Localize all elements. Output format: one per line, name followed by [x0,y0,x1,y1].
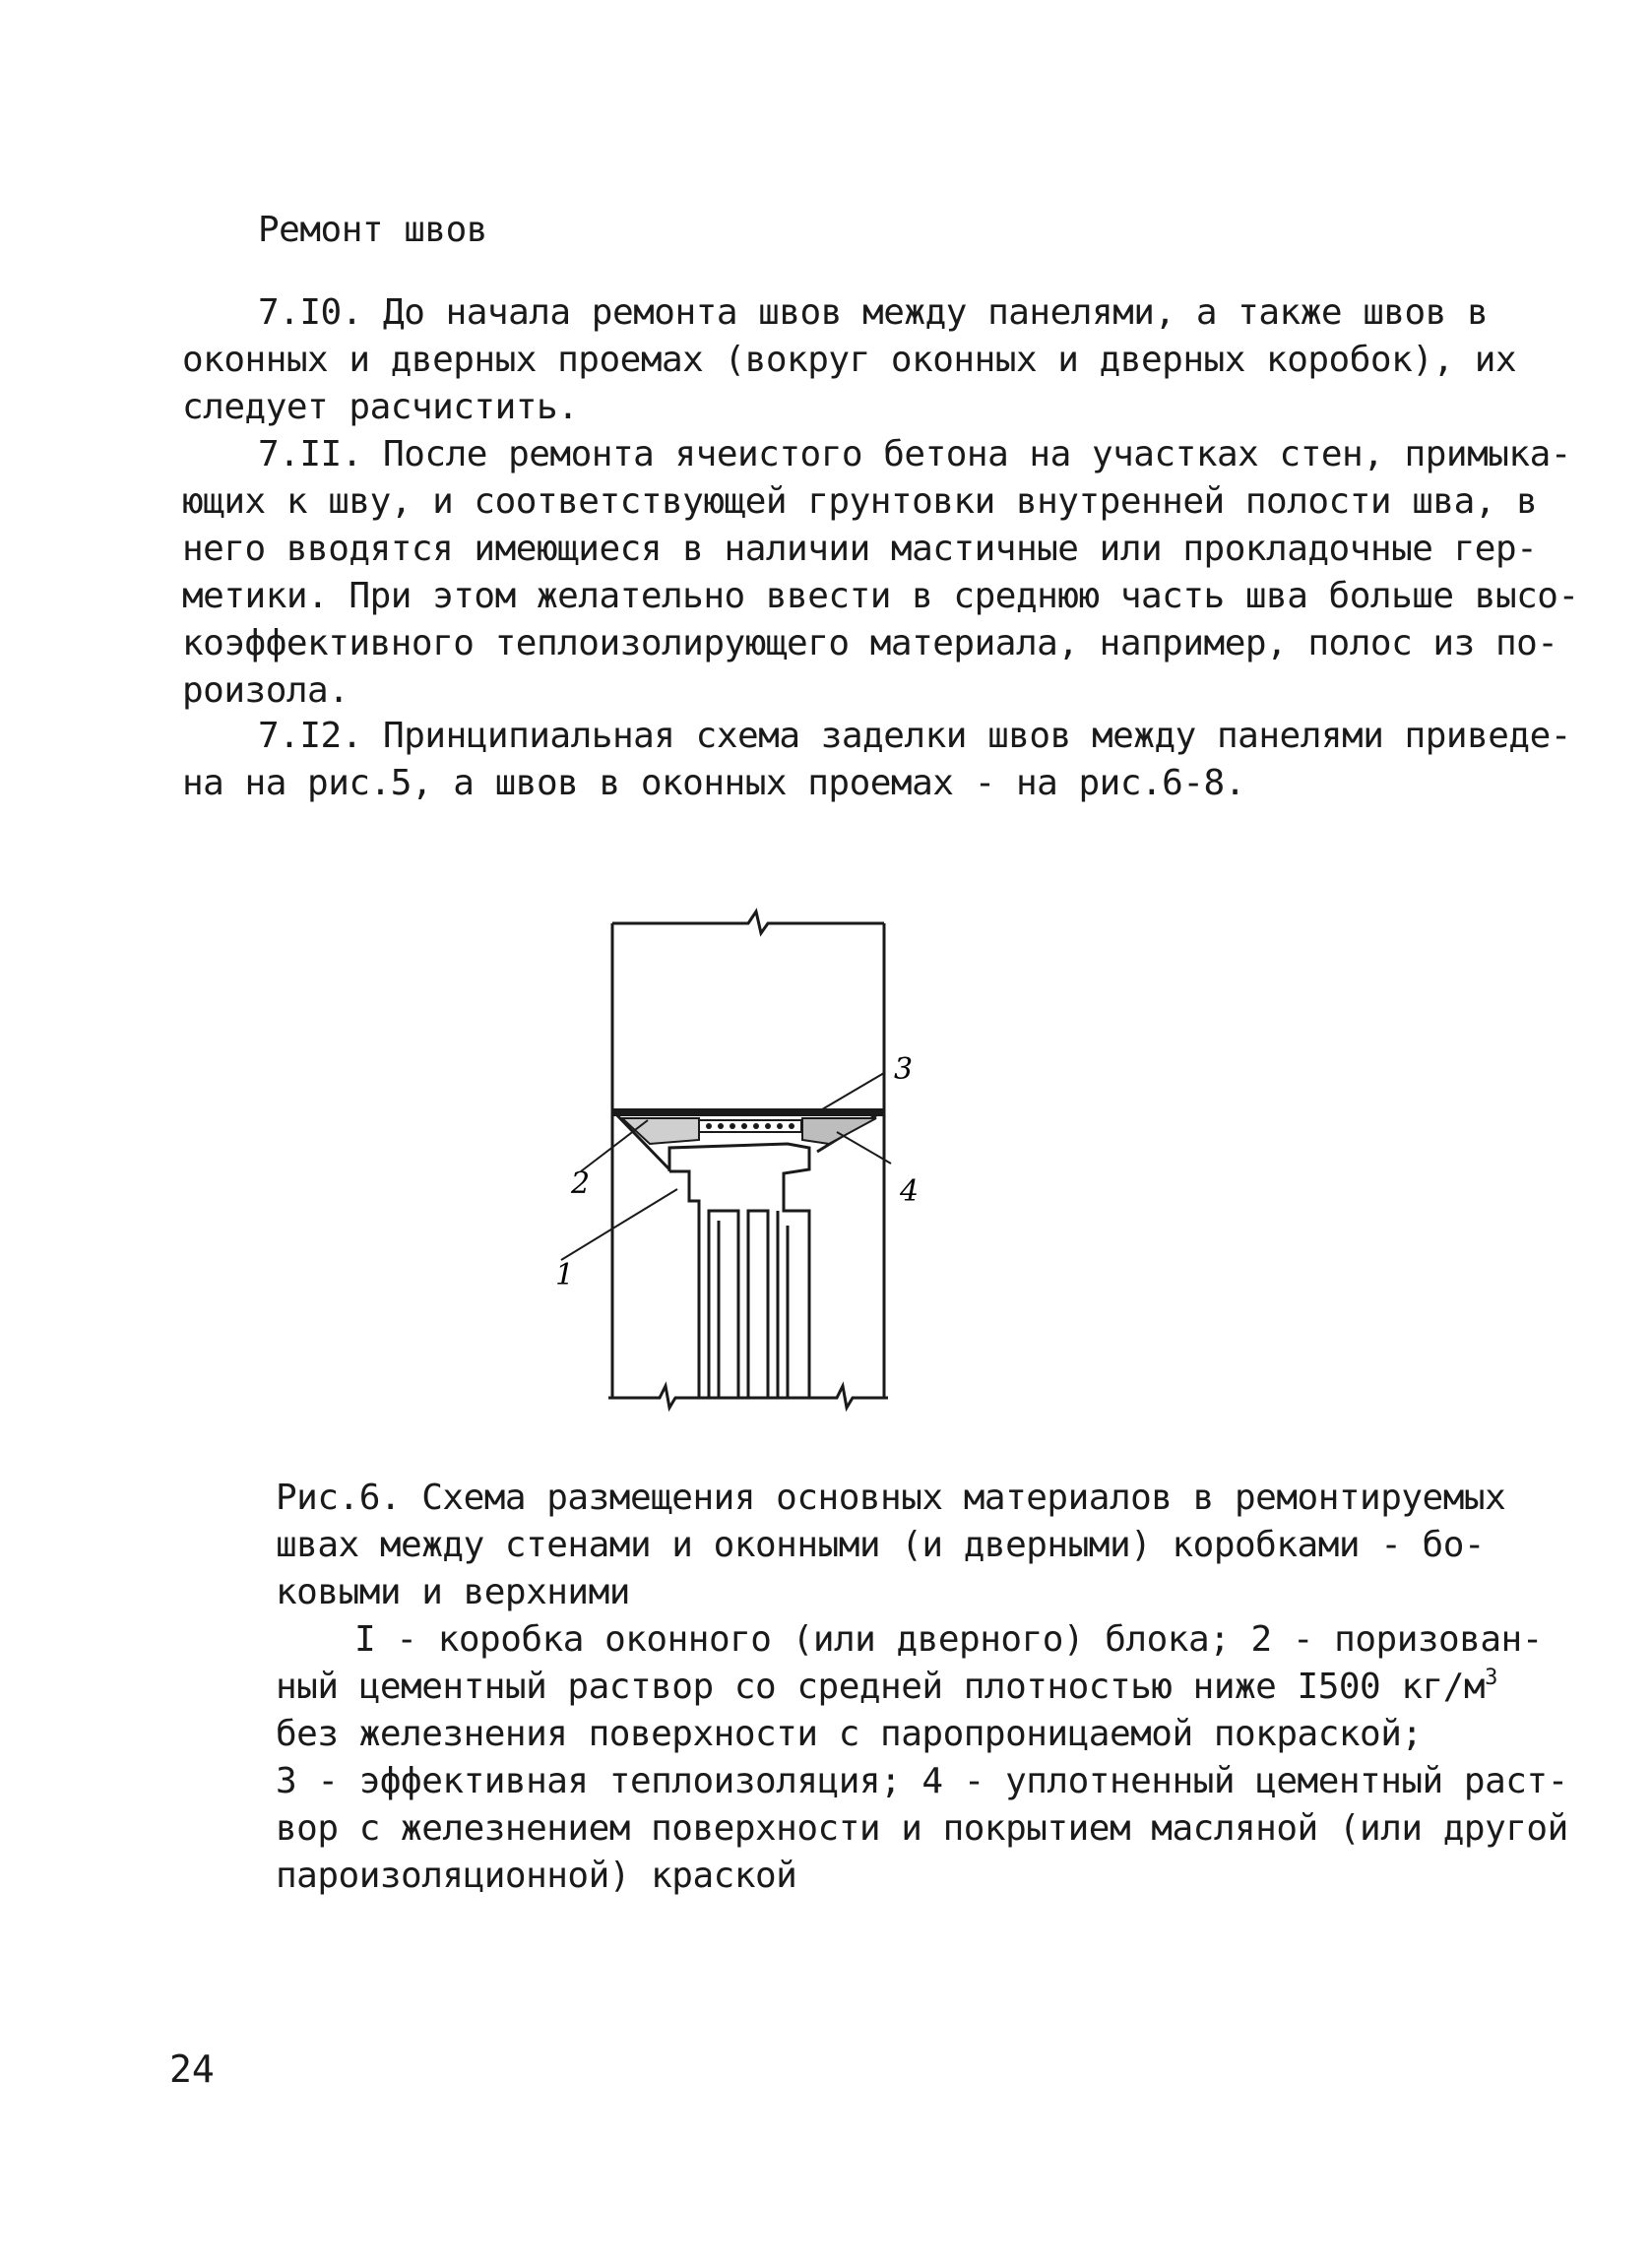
page-number: 24 [169,2048,215,2091]
paragraph-2-line-5: коэффективного теплоизолирующего материала, например, полос из по- [182,623,1558,663]
paragraph-1-line-1: 7.I0. До начала ремонта швов между панелями, а также швов в [258,292,1489,333]
section-heading: Ремонт швов [258,210,487,250]
callout-3: 3 [894,1052,914,1087]
paragraph-2-line-1: 7.II. После ремонта ячеистого бетона на участках стен, примыка- [258,434,1571,474]
paragraph-1-line-2: оконных и дверных проемах (вокруг оконных и дверных коробок), их [182,340,1517,380]
legend-line-2: ный цементный раствор со средней плотностью ниже I500 $кг/м^3$ [276,1666,1497,1707]
legend-line-1: I - коробка оконного (или дверного) блока; 2 - поризован- [354,1619,1543,1660]
paragraph-2-line-4: метики. При этом желательно ввести в среднюю часть шва больше высо- [182,576,1579,616]
window-box-profile [669,1144,809,1398]
joint-section-figure [551,886,965,1418]
callout-1: 1 [555,1258,575,1292]
paragraph-2-line-2: ющих к шву, и соответствующей грунтовки внутренней полости шва, в [182,481,1538,522]
paragraph-2-line-3: него вводятся имеющиеся в наличии мастичные или прокладочные гер- [182,529,1538,569]
vapour-barrier-coat [612,1108,884,1116]
callout-4: 4 [900,1174,920,1209]
dense-mortar-fill [802,1118,876,1144]
superscript-3: 3 [1485,1666,1497,1690]
paragraph-2-line-6: роизола. [182,670,349,711]
legend-line-5: вор с железнением поверхности и покрытием масляной (или другой [276,1808,1568,1849]
paragraph-1-line-3: следует расчистить. [182,387,579,427]
caption-line-2: швах между стенами и оконными (и дверными) коробками - бо- [276,1525,1486,1565]
legend-line-3: без железнения поверхности с паропроницаемой покраской; [276,1714,1423,1754]
callout-2: 2 [571,1166,591,1201]
legend-line-6: пароизоляционной) краской [276,1856,797,1896]
wall-top-edge [612,912,884,933]
caption-line-1: Рис.6. Схема размещения основных материалов в ремонтируемых [276,1478,1506,1518]
insulation-band [699,1120,801,1132]
legend-line-4: 3 - эффективная теплоизоляция; 4 - уплотненный цементный раст- [276,1761,1568,1801]
paragraph-3-line-2: на на рис.5, а швов в оконных проемах - на рис.6-8. [182,763,1245,803]
caption-line-3: ковыми и верхними [276,1572,630,1612]
paragraph-3-line-1: 7.I2. Принципиальная схема заделки швов между панелями приведе- [258,716,1571,756]
